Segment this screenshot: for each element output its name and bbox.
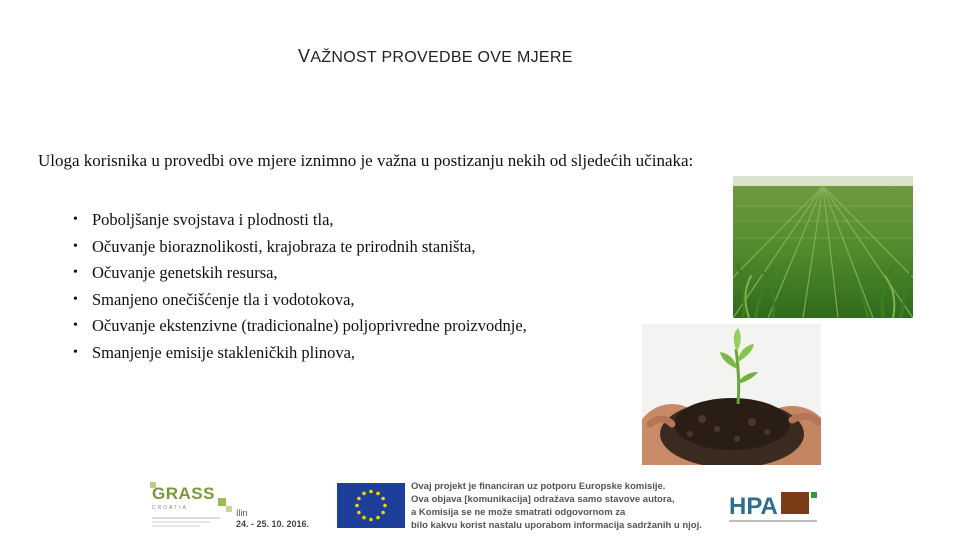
eu-star-icon <box>376 492 380 496</box>
footer <box>0 478 960 540</box>
eu-star-icon <box>381 511 385 515</box>
bullet-icon: • <box>73 265 78 280</box>
eu-star-icon <box>357 497 361 501</box>
field-photo <box>733 176 913 318</box>
eu-star-icon <box>381 497 385 501</box>
event-location: Ilin <box>236 508 248 518</box>
intro-text: Uloga korisnika u provedbi ove mjere iznimno je važna u postizanju nekih od sljedećih učinaka: <box>38 151 694 170</box>
event-date: 24. - 25. 10. 2016. <box>236 519 310 529</box>
eu-star-icon <box>362 492 366 496</box>
eu-disclaimer <box>411 480 702 532</box>
list-item-text: Poboljšanje svojstava i plodnosti tla, <box>92 210 334 229</box>
list-item <box>73 313 527 340</box>
list-item-text: Očuvanje bioraznolikosti, krajobraza te prirodnih staništa, <box>92 236 476 256</box>
eu-star-icon <box>376 516 380 520</box>
list-item <box>73 340 527 367</box>
list-item-text: Očuvanje ekstenzivne (tradicionalne) poljoprivredne proizvodnje, <box>92 316 527 335</box>
bullet-icon: • <box>73 318 78 333</box>
eu-disclaimer-line: Ova objava [komunikacija] odražava samo stavove autora, <box>411 494 675 505</box>
eu-star-icon <box>357 511 361 515</box>
eu-disclaimer-line: bilo kakvu korist nastalu uporabom informacija sadržanih u njoj. <box>411 520 702 531</box>
bullet-icon: • <box>73 238 78 254</box>
eu-star-icon <box>355 504 359 508</box>
eu-star-icon <box>383 504 387 508</box>
list-item <box>73 207 527 234</box>
eu-star-icon <box>369 490 373 494</box>
list-item-text: Smanjenje emisije stakleničkih plinova, <box>92 342 356 362</box>
grass-logo-subtext: CROATIA <box>152 505 188 511</box>
eu-flag-icon <box>337 483 405 528</box>
slide-title-rest: AŽNOST PROVEDBE OVE MJERE <box>310 49 573 66</box>
hpa-logo <box>729 488 821 528</box>
eu-star-icon <box>362 516 366 520</box>
bullet-icon: • <box>73 291 78 307</box>
effects-list <box>73 207 527 366</box>
bullet-icon: • <box>73 212 78 227</box>
eu-disclaimer-line: a Komisija se ne može smatrati odgovornom za <box>411 507 626 518</box>
slide-title-initial: V <box>298 46 311 66</box>
list-item-text: Smanjeno onečišćenje tla i vodotokova, <box>92 289 355 309</box>
soil-seedling-photo <box>642 324 821 465</box>
list-item <box>73 287 527 314</box>
eu-star-icon <box>369 518 373 522</box>
list-item <box>73 260 527 287</box>
bullet-icon: • <box>73 344 78 360</box>
grass-logo-text: GRASS <box>152 484 215 503</box>
list-item-text: Očuvanje genetskih resursa, <box>92 263 278 282</box>
eu-disclaimer-line: Ovaj projekt je financiran uz potporu Europske komisije. <box>411 481 666 492</box>
hpa-logo-text: HPA <box>729 493 778 520</box>
slide-title <box>298 46 573 67</box>
list-item <box>73 234 527 261</box>
